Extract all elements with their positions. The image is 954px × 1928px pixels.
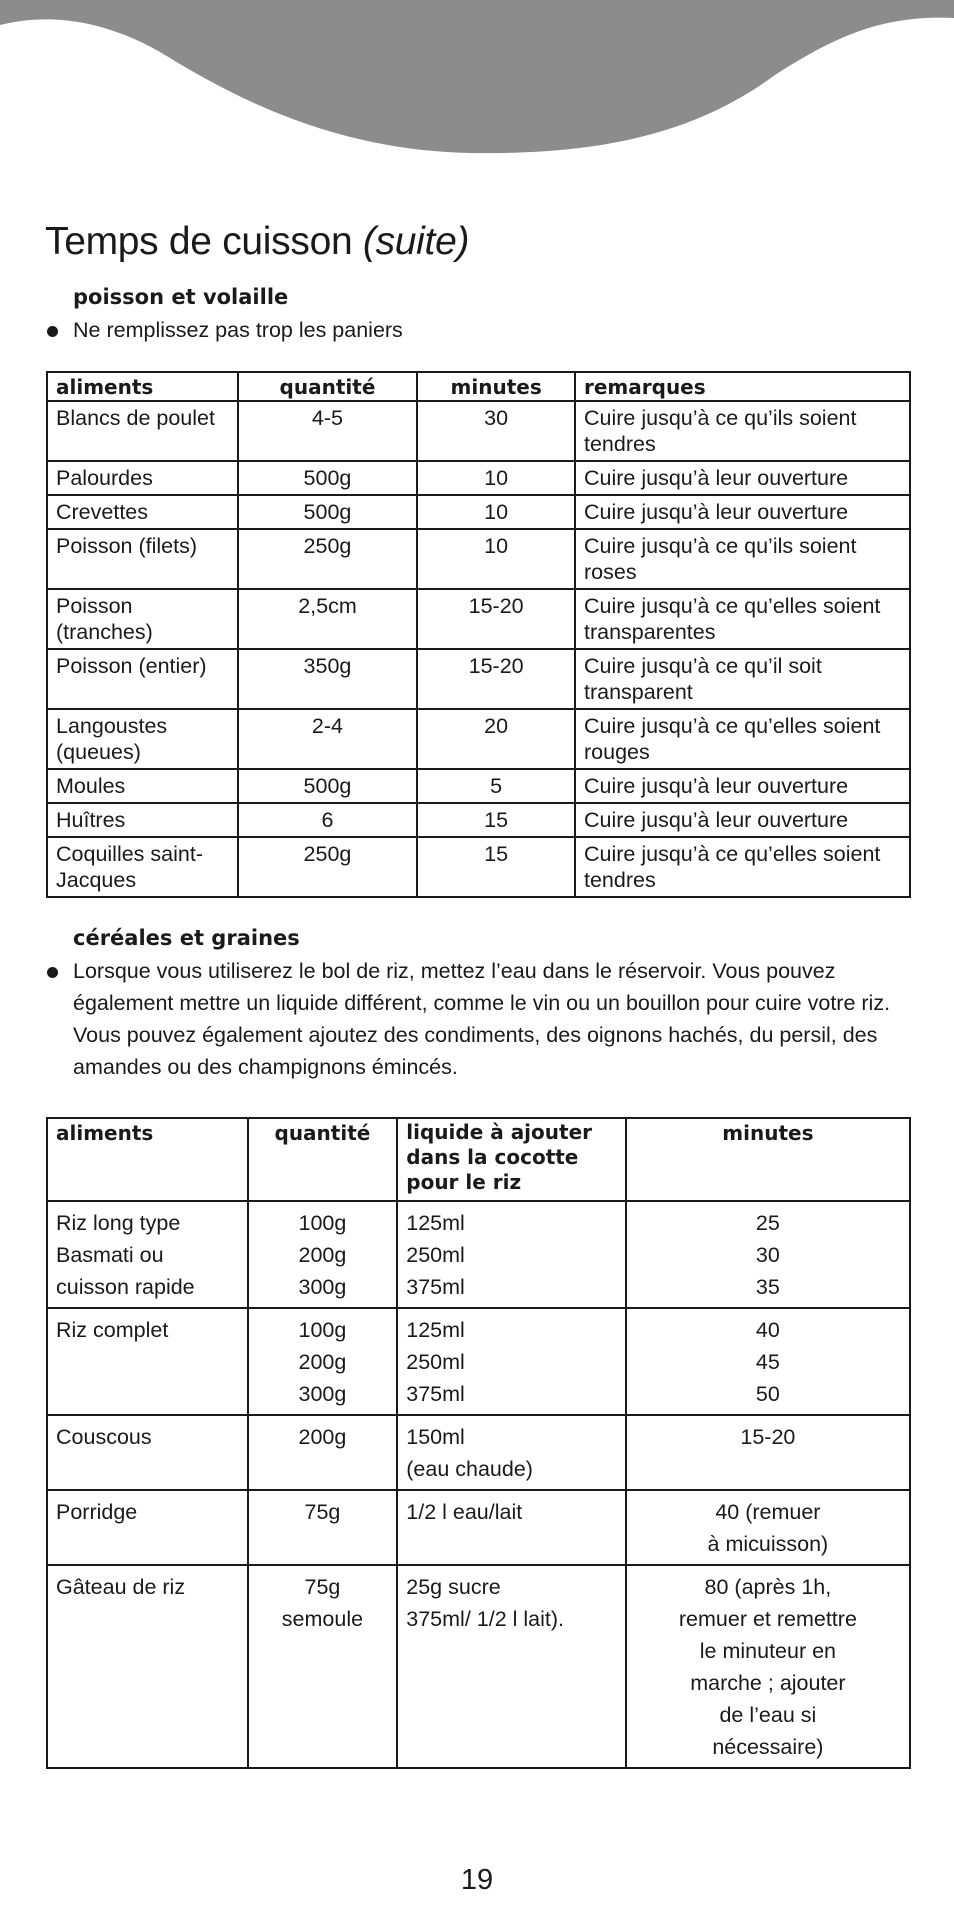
bullet-text: Ne remplissez pas trop les paniers (73, 318, 403, 342)
column-header: minutes (626, 1118, 910, 1201)
table-cell: 40 45 50 (626, 1308, 910, 1415)
table-cell: 100g 200g 300g (248, 1308, 398, 1415)
column-header: minutes (417, 372, 575, 401)
table-row (47, 1490, 910, 1565)
table-cell: Cuire jusqu’à ce qu’elles soient rouges (575, 709, 910, 769)
table-cell: 75g semoule (248, 1565, 398, 1768)
table-cell: 200g (248, 1415, 398, 1490)
table-cell: 500g (238, 495, 418, 529)
table-row (47, 649, 910, 709)
table-cell: 150ml (eau chaude) (397, 1415, 626, 1490)
bullet-dot-icon (47, 326, 58, 337)
table-row (47, 769, 910, 803)
table-cell: 25 30 35 (626, 1201, 910, 1308)
table-header-row (47, 1118, 910, 1201)
header-wave-banner (0, 0, 954, 160)
section-heading-cereales: céréales et graines (73, 926, 300, 950)
table-cell: Cuire jusqu’à ce qu’elles soient transparentes (575, 589, 910, 649)
table-row (47, 1415, 910, 1490)
table-row (47, 461, 910, 495)
table-cell: 10 (417, 495, 575, 529)
bullet-note-poisson (45, 314, 915, 346)
table-cell: 250g (238, 529, 418, 589)
table-cell: 4-5 (238, 401, 418, 461)
table-cell: Poisson (entier) (47, 649, 238, 709)
table-cell: Riz complet (47, 1308, 248, 1415)
column-header: quantité (238, 372, 418, 401)
page-number: 19 (460, 1864, 494, 1896)
table-cell: Poisson (tranches) (47, 589, 238, 649)
title-suffix: (suite) (362, 220, 470, 263)
table-cell: Couscous (47, 1415, 248, 1490)
table-cell: 40 (remuer à micuisson) (626, 1490, 910, 1565)
table-cell: 20 (417, 709, 575, 769)
table-row (47, 529, 910, 589)
table-row (47, 1565, 910, 1768)
column-header: aliments (47, 372, 238, 401)
table-cell: Cuire jusqu’à ce qu’elles soient tendres (575, 837, 910, 897)
bullet-dot-icon (47, 967, 58, 978)
column-header: quantité (248, 1118, 398, 1201)
table-cell: Coquilles saint-Jacques (47, 837, 238, 897)
table-row (47, 837, 910, 897)
table-cell: Moules (47, 769, 238, 803)
table-cell: 250g (238, 837, 418, 897)
table-cell: 5 (417, 769, 575, 803)
section-heading-poisson: poisson et volaille (73, 285, 289, 309)
table-cell: 15 (417, 837, 575, 897)
table-cell: Cuire jusqu’à leur ouverture (575, 495, 910, 529)
table-cell: 100g 200g 300g (248, 1201, 398, 1308)
table-cell: 350g (238, 649, 418, 709)
table-cell: Huîtres (47, 803, 238, 837)
table-cell: Blancs de poulet (47, 401, 238, 461)
table-row (47, 1201, 910, 1308)
bullet-text: Lorsque vous utiliserez le bol de riz, mettez l’eau dans le réservoir. Vous pouvez également mettre un liquide différent, comme le vin ou un bouillon pour cuire votre riz. Vous pouvez également ajoutez des condiments, des oignons hachés, du persil, des amandes ou des champignons émincés. (73, 959, 891, 1079)
table-cell: Cuire jusqu’à ce qu’il soit transparent (575, 649, 910, 709)
table-cell: 500g (238, 461, 418, 495)
table-cell: 10 (417, 461, 575, 495)
table-cell: 15-20 (626, 1415, 910, 1490)
table-cell: Porridge (47, 1490, 248, 1565)
table-row (47, 709, 910, 769)
table-cell: 80 (après 1h, remuer et remettre le minuteur en marche ; ajouter de l’eau si nécessaire) (626, 1565, 910, 1768)
table-row (47, 401, 910, 461)
table-cell: 2-4 (238, 709, 418, 769)
table-cell: 10 (417, 529, 575, 589)
table-poisson-volaille (46, 371, 911, 898)
table-cell: Riz long type Basmati ou cuisson rapide (47, 1201, 248, 1308)
table-cell: Palourdes (47, 461, 238, 495)
page-title (45, 218, 469, 266)
table-cell: 2,5cm (238, 589, 418, 649)
table-cell: Cuire jusqu’à leur ouverture (575, 803, 910, 837)
table-cell: 30 (417, 401, 575, 461)
table-header-row (47, 372, 910, 401)
table-cell: Cuire jusqu’à ce qu’ils soient roses (575, 529, 910, 589)
table-cell: 15-20 (417, 589, 575, 649)
table-cell: 1/2 l eau/lait (397, 1490, 626, 1565)
table-cell: 75g (248, 1490, 398, 1565)
table-cell: Cuire jusqu’à leur ouverture (575, 769, 910, 803)
table-cell: 6 (238, 803, 418, 837)
table-cell: 15-20 (417, 649, 575, 709)
column-header: remarques (575, 372, 910, 401)
bullet-note-cereales (45, 955, 915, 1083)
table-cell: 15 (417, 803, 575, 837)
column-header: aliments (47, 1118, 248, 1201)
table-cell: Poisson (filets) (47, 529, 238, 589)
table-cell: Cuire jusqu’à ce qu’ils soient tendres (575, 401, 910, 461)
table-cell: Langoustes (queues) (47, 709, 238, 769)
table-cell: 25g sucre 375ml/ 1/2 l lait). (397, 1565, 626, 1768)
table-row (47, 803, 910, 837)
table-row (47, 495, 910, 529)
table-cell: 125ml 250ml 375ml (397, 1201, 626, 1308)
table-cell: 500g (238, 769, 418, 803)
table-cell: Cuire jusqu’à leur ouverture (575, 461, 910, 495)
column-header: liquide à ajouter dans la cocotte pour le riz (397, 1118, 626, 1201)
table-row (47, 589, 910, 649)
table-row (47, 1308, 910, 1415)
table-cell: 125ml 250ml 375ml (397, 1308, 626, 1415)
title-main: Temps de cuisson (45, 220, 353, 263)
table-cereales-graines (46, 1117, 911, 1769)
table-cell: Gâteau de riz (47, 1565, 248, 1768)
table-cell: Crevettes (47, 495, 238, 529)
